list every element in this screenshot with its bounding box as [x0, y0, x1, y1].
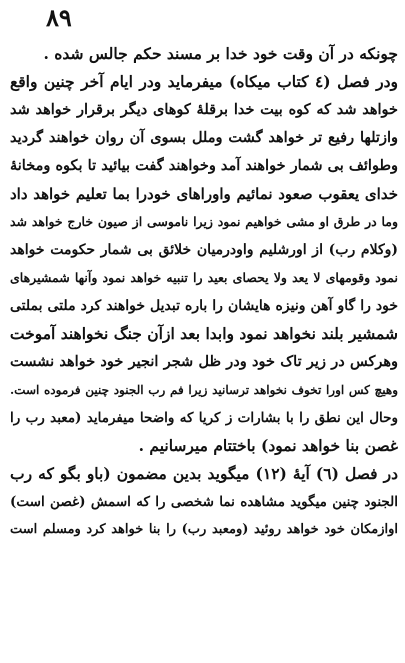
page-number: ۸۹	[46, 3, 72, 32]
text-line: چونکه در آن وقت خود خدا بر مسند حکم جالس شده .	[43, 44, 398, 63]
text-line: غصن بنا خواهد نمود) باختتام میرسانیم .	[138, 436, 398, 455]
text-line: اوازمکان خود خواهد روئید (ومعبد رب) را بنا خواهد کرد ومسلم است	[10, 522, 398, 537]
text-line: در فصل (٦) آیهٔ (١٢) میگوید بدین مضمون (باو بگو که رب	[10, 464, 398, 483]
text-line: وحال این نطق را با بشارات ز کریا که واضحا میفرماید (معبد رب را	[10, 410, 398, 426]
text-line: وهیچ کس اورا تخوف نخواهد ترسانید زیرا فم رب الجنود چنین فرموده است.	[10, 383, 398, 397]
text-line: وهرکس در زیر تاک خود ودر ظل شجر انجیر خود خواهد نشست	[10, 353, 398, 370]
text-line: خود را گاو آهن ونیزه هایشان را باره تبدیل خواهند کرد ملتی بملتی	[10, 298, 398, 314]
text-line: نمود وقومهای لا یعد ولا یحصای بعید را تنبیه خواهد نمود وآنها شمشیرهای	[10, 270, 398, 285]
text-line: خدای یعقوب صعود نمائیم واوراهای خودرا بما تعلیم خواهد داد	[10, 185, 398, 203]
text-body	[10, 40, 398, 544]
text-line: وطوائف بی شمار خواهند آمد وخواهند گفت بیائید تا بکوه ومخانهٔ	[10, 157, 398, 174]
text-line: (وکلام رب) از اورشلیم واودرمیان خلائق بی شمار حکومت خواهد	[10, 242, 398, 258]
text-line: وازتلها رفیع تر خواهد گشت وملل بسوی آن روان خواهند گردید	[10, 129, 398, 146]
text-line: الجنود چنین میگوید مشاهده نما شخصی را که اسمش (غصن است)	[10, 494, 398, 510]
text-line: ودر فصل (٤ کتاب میکاه) میفرماید ودر ایام آخر چنین واقع	[10, 72, 398, 91]
text-line: وما در طرق او مشی خواهیم نمود زیرا ناموسی از صیون خارج خواهد شد	[10, 214, 398, 229]
text-line: شمشیر بلند نخواهد نمود وابدا بعد ازآن جنگ نخواهند آموخت	[10, 324, 398, 343]
text-line: خواهد شد که کوه بیت خدا برقلهٔ کوهای دیگر برقرار خواهد شد	[10, 101, 398, 118]
